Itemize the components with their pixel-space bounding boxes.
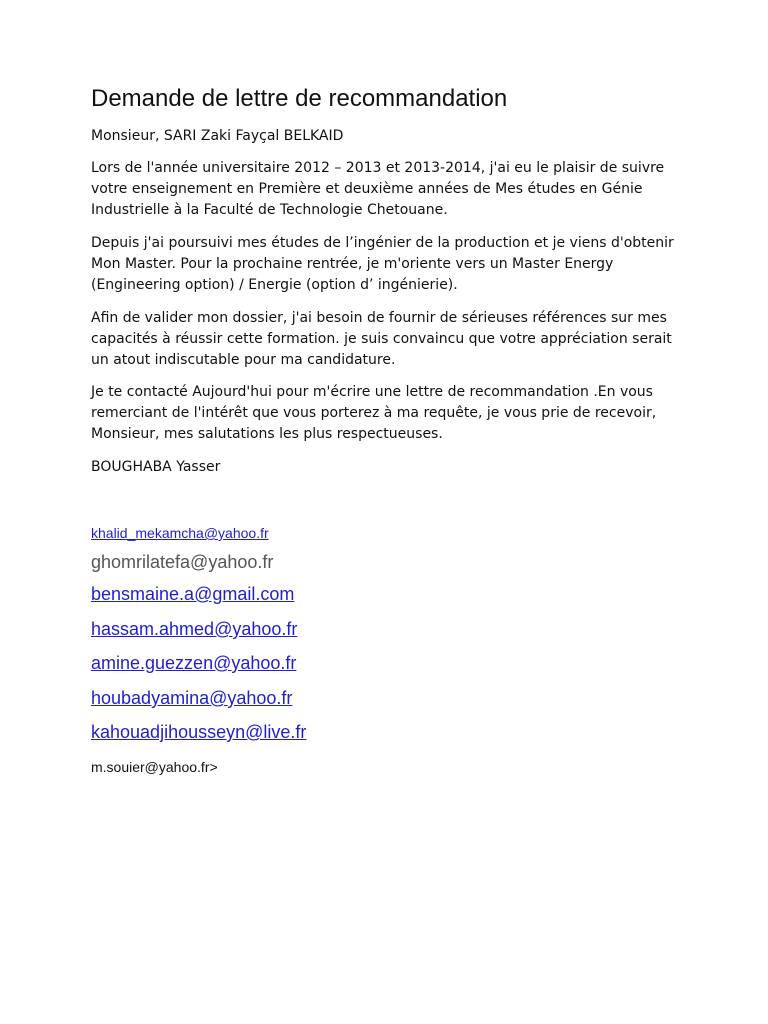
email-link-amine[interactable]: amine.guezzen@yahoo.fr	[91, 653, 297, 673]
salutation: Monsieur, SARI Zaki Fayçal BELKAID	[91, 128, 344, 144]
email-link-khalid[interactable]: khalid_mekamcha@yahoo.fr	[91, 525, 269, 541]
document-title: Demande de lettre de recommandation	[91, 85, 508, 112]
email-link-houbadyamina[interactable]: houbadyamina@yahoo.fr	[91, 688, 293, 708]
email-link-kahouadji[interactable]: kahouadjihousseyn@live.fr	[91, 722, 307, 742]
email-text-ghomrilatefa: ghomrilatefa@yahoo.fr	[91, 552, 274, 572]
paragraph-2: Depuis j'ai poursuivi mes études de l’ingénier de la production et je viens d'obtenir Mon Master. Pour la prochaine rentrée, je m'oriente vers un Master Energy (Engineering option) / Energie (option d’ ingénierie).	[91, 235, 674, 293]
email-text-souier: m.souier@yahoo.fr>	[91, 759, 218, 775]
email-link-hassam[interactable]: hassam.ahmed@yahoo.fr	[91, 619, 298, 639]
paragraph-4: Je te contacté Aujourd'hui pour m'écrire une lettre de recommandation .En vous remerciant de l'intérêt que vous porterez à ma requête, je vous prie de recevoir, Monsieur, mes salutations les plus respectueuses.	[91, 384, 657, 442]
paragraph-3: Afin de valider mon dossier, j'ai besoin de fournir de sérieuses références sur mes capacités à réussir cette formation. je suis convaincu que votre appréciation serait un atout indiscutable pour ma candidature.	[91, 310, 672, 368]
paragraph-1: Lors de l'année universitaire 2012 – 2013 et 2013-2014, j'ai eu le plaisir de suivre votre enseignement en Première et deuxième années de Mes études en Génie Industrielle à la Faculté de Technologie Chetouane.	[91, 160, 665, 218]
email-link-bensmaine[interactable]: bensmaine.a@gmail.com	[91, 584, 295, 604]
signature: BOUGHABA Yasser	[91, 459, 221, 475]
